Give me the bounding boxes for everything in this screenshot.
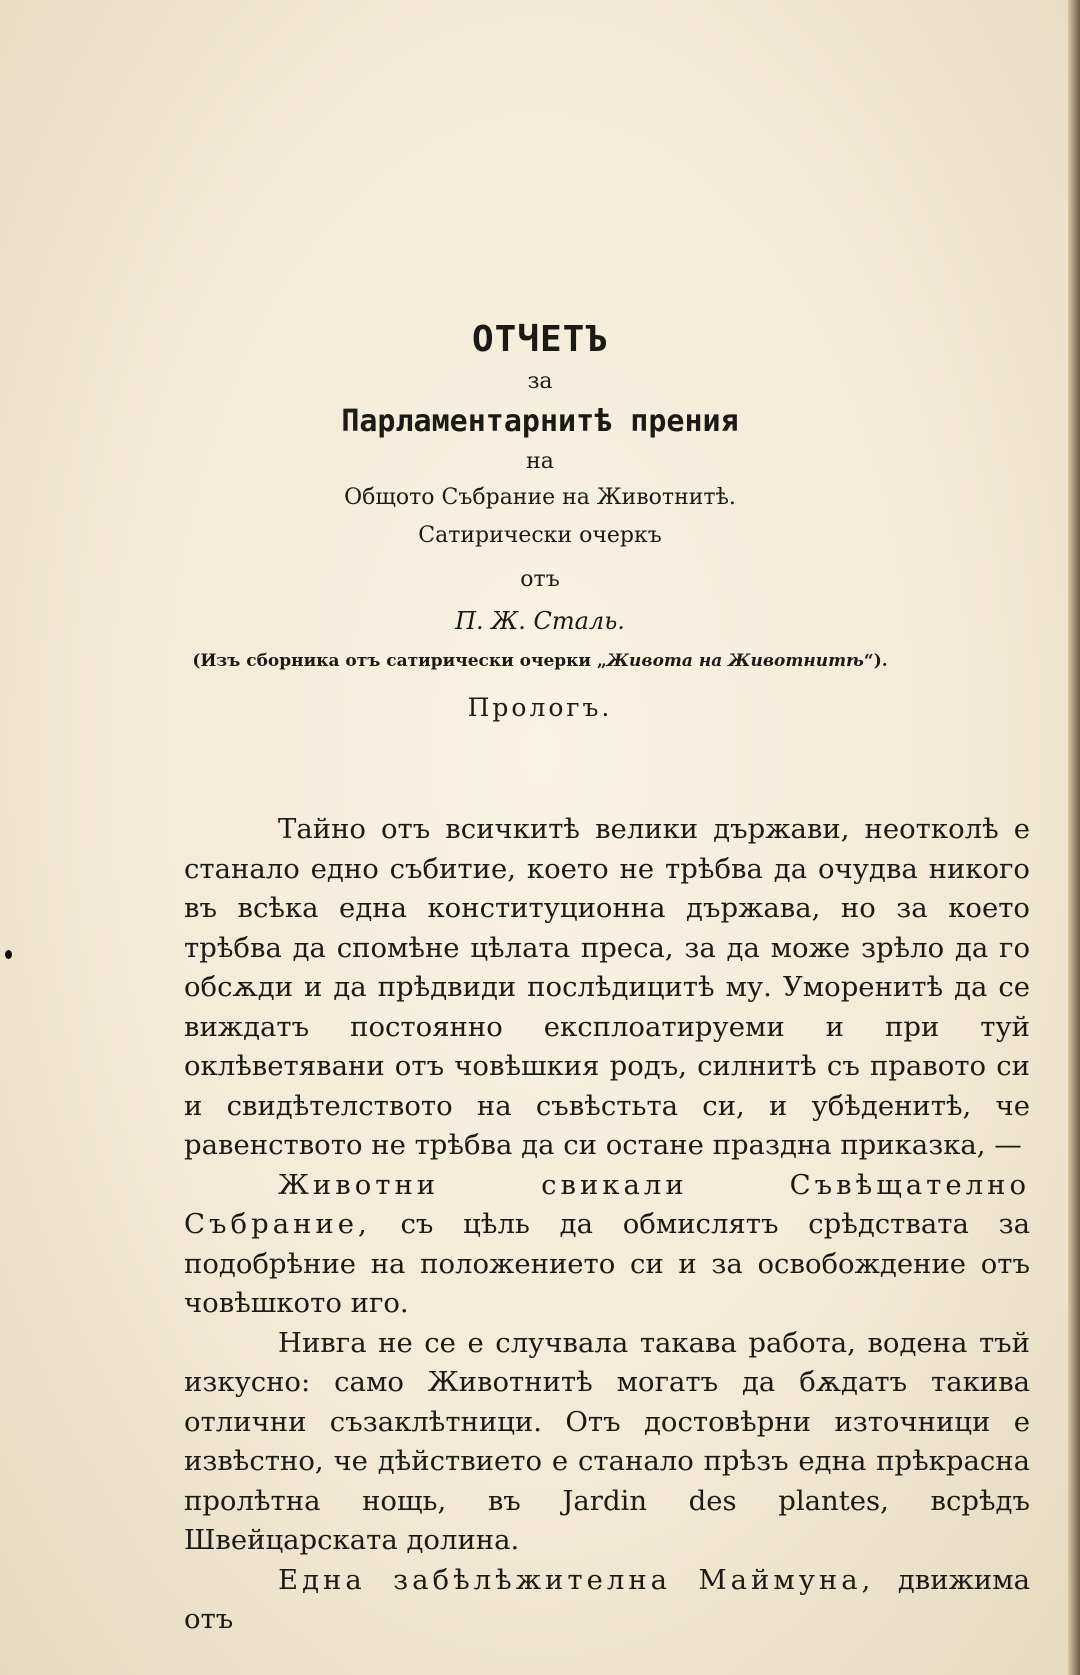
- page-edge-shadow: [1068, 0, 1080, 1675]
- word-ot: отъ: [520, 567, 560, 592]
- body-text: [184, 810, 1030, 1640]
- source-prefix: (Изъ сборника отъ сатирически очерки „: [192, 651, 607, 671]
- paragraph-3: Нивга не се е случвала такава работа, водена тъй изкусно: само Животнитѣ могатъ да бѫдатъ такива отлични съзаклѣтници. Отъ достовѣрни източници е извѣстно, че дѣйствието е станало прѣзъ една прѣкрасна пролѣтна нощь, въ Jardin des plantes, всрѣдъ Швейцарската долина.: [184, 1326, 1030, 1556]
- paragraph-4: [184, 1561, 1030, 1640]
- author-name: П. Ж. Сталь.: [455, 607, 625, 635]
- paragraph-2-spaced: Животни свикали Съвѣщателно Събрание,: [184, 1168, 1030, 1240]
- assembly-line: Общото Събрание на Животнитѣ.: [344, 485, 736, 510]
- ink-mark: [5, 950, 12, 959]
- word-na: на: [526, 449, 554, 474]
- document-title: ОТЧЕТЪ: [471, 319, 609, 360]
- source-title: Живота на Животнитѣ: [606, 651, 864, 671]
- paragraph-4-spaced: Една забѣлѣжителна Маймуна,: [278, 1563, 875, 1596]
- paragraph-2-rest: съ цѣль да обмислятъ срѣдствата за подобрѣние на положението си и за освобождение отъ човѣшкото иго.: [184, 1208, 1030, 1319]
- title-block: [0, 315, 1080, 737]
- word-za: за: [527, 369, 553, 394]
- source-suffix: “).: [863, 651, 888, 671]
- prologue-heading: Прологъ.: [467, 693, 613, 722]
- source-note: [0, 643, 1080, 679]
- paragraph-1: Тайно отъ всичкитѣ велики държави, неотколѣ е станало едно събитие, което не трѣбва да очудва никого въ всѣка една конституционна държава, но за което трѣбва да спомѣне цѣлата преса, за да може зрѣло да го обсѫди и да прѣдвиди послѣдицитѣ му. Уморенитѣ да се виждатъ постоянно експлоатируеми и при туй оклѣветявани отъ човѣшкия родъ, силнитѣ съ правото си и свидѣтелството на съвѣстьта си, и убѣденитѣ, че равенството не трѣбва да си остане праздна приказка, —: [184, 813, 1030, 1161]
- document-subtitle: Парламентарнитѣ прения: [341, 404, 739, 439]
- paragraph-2: [184, 1166, 1030, 1324]
- paragraph-4-rest: движима отъ: [184, 1563, 1030, 1635]
- genre-line: Сатирически очеркъ: [418, 523, 662, 548]
